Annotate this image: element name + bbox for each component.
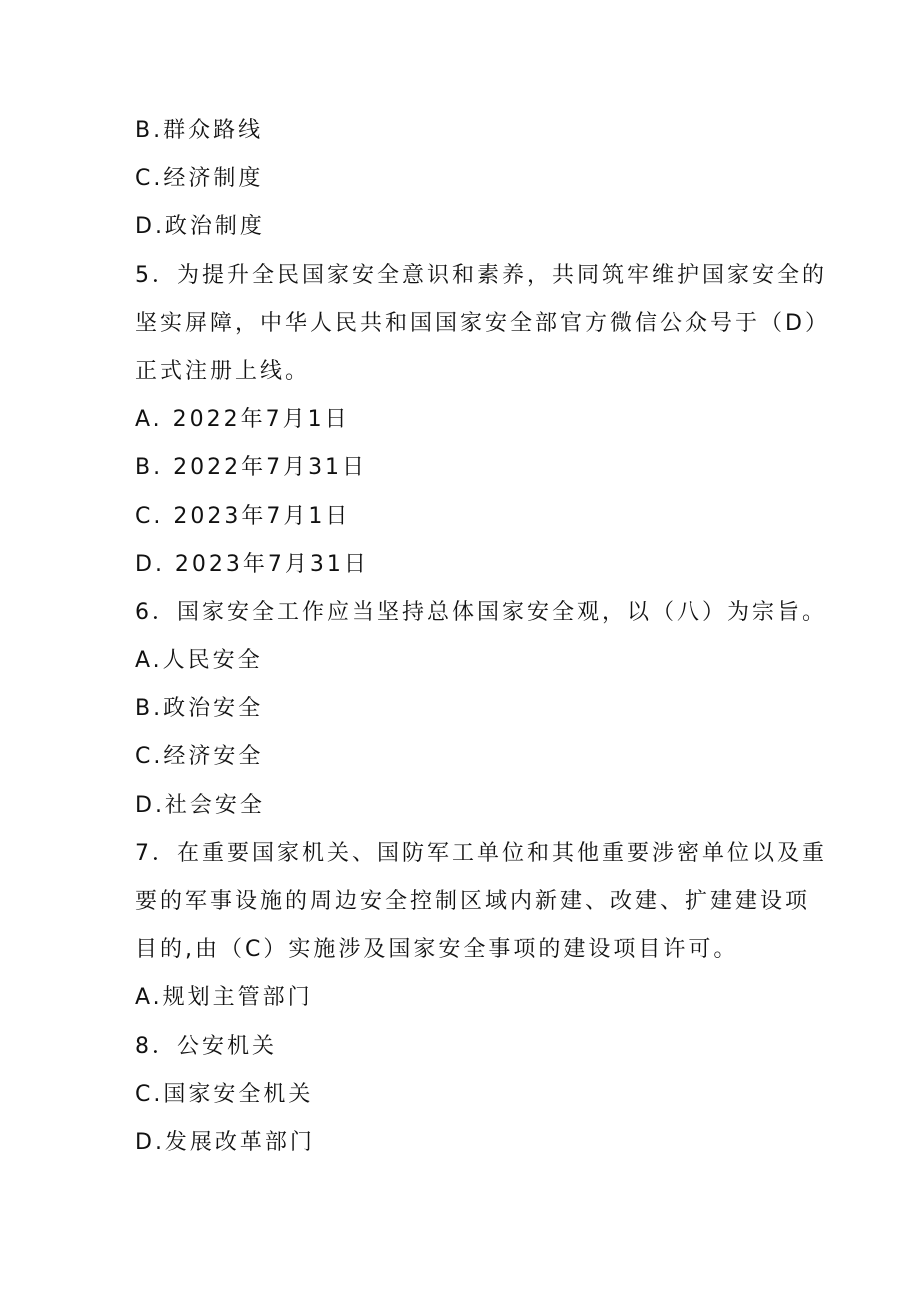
option-c-q5: C. 2023年7月1日 bbox=[135, 504, 351, 529]
question-5-line-1: 5．为提升全民国家安全意识和素养，共同筑牢维护国家安全的 bbox=[135, 263, 827, 288]
option-d-q7: D.发展改革部门 bbox=[135, 1130, 315, 1155]
option-8-q7: 8．公安机关 bbox=[135, 1034, 277, 1059]
option-b-q4: B.群众路线 bbox=[135, 118, 264, 143]
question-6: 6．国家安全工作应当坚持总体国家安全观，以（八）为宗旨。 bbox=[135, 600, 827, 625]
option-c-q6: C.经济安全 bbox=[135, 744, 264, 769]
question-7-line-3: 目的,由（C）实施涉及国家安全事项的建设项目许可。 bbox=[135, 937, 739, 962]
option-d-q4: D.政治制度 bbox=[135, 214, 265, 239]
question-7-line-1: 7．在重要国家机关、国防军工单位和其他重要涉密单位以及重 bbox=[135, 841, 827, 866]
option-b-q6: B.政治安全 bbox=[135, 696, 264, 721]
option-a-q7: A.规划主管部门 bbox=[135, 985, 313, 1010]
option-a-q5: A. 2022年7月1日 bbox=[135, 407, 350, 432]
option-b-q5: B. 2022年7月31日 bbox=[135, 455, 368, 480]
question-5-line-3: 正式注册上线。 bbox=[135, 359, 311, 384]
question-7-line-2: 要的军事设施的周边安全控制区域内新建、改建、扩建建设项 bbox=[135, 889, 811, 914]
option-c-q4: C.经济制度 bbox=[135, 166, 264, 191]
option-d-q5: D. 2023年7月31日 bbox=[135, 552, 369, 577]
option-c-q7: C.国家安全机关 bbox=[135, 1082, 314, 1107]
option-a-q6: A.人民安全 bbox=[135, 648, 263, 673]
option-d-q6: D.社会安全 bbox=[135, 793, 265, 818]
question-5-line-2: 坚实屏障，中华人民共和国国家安全部官方微信公众号于（D） bbox=[135, 311, 830, 336]
